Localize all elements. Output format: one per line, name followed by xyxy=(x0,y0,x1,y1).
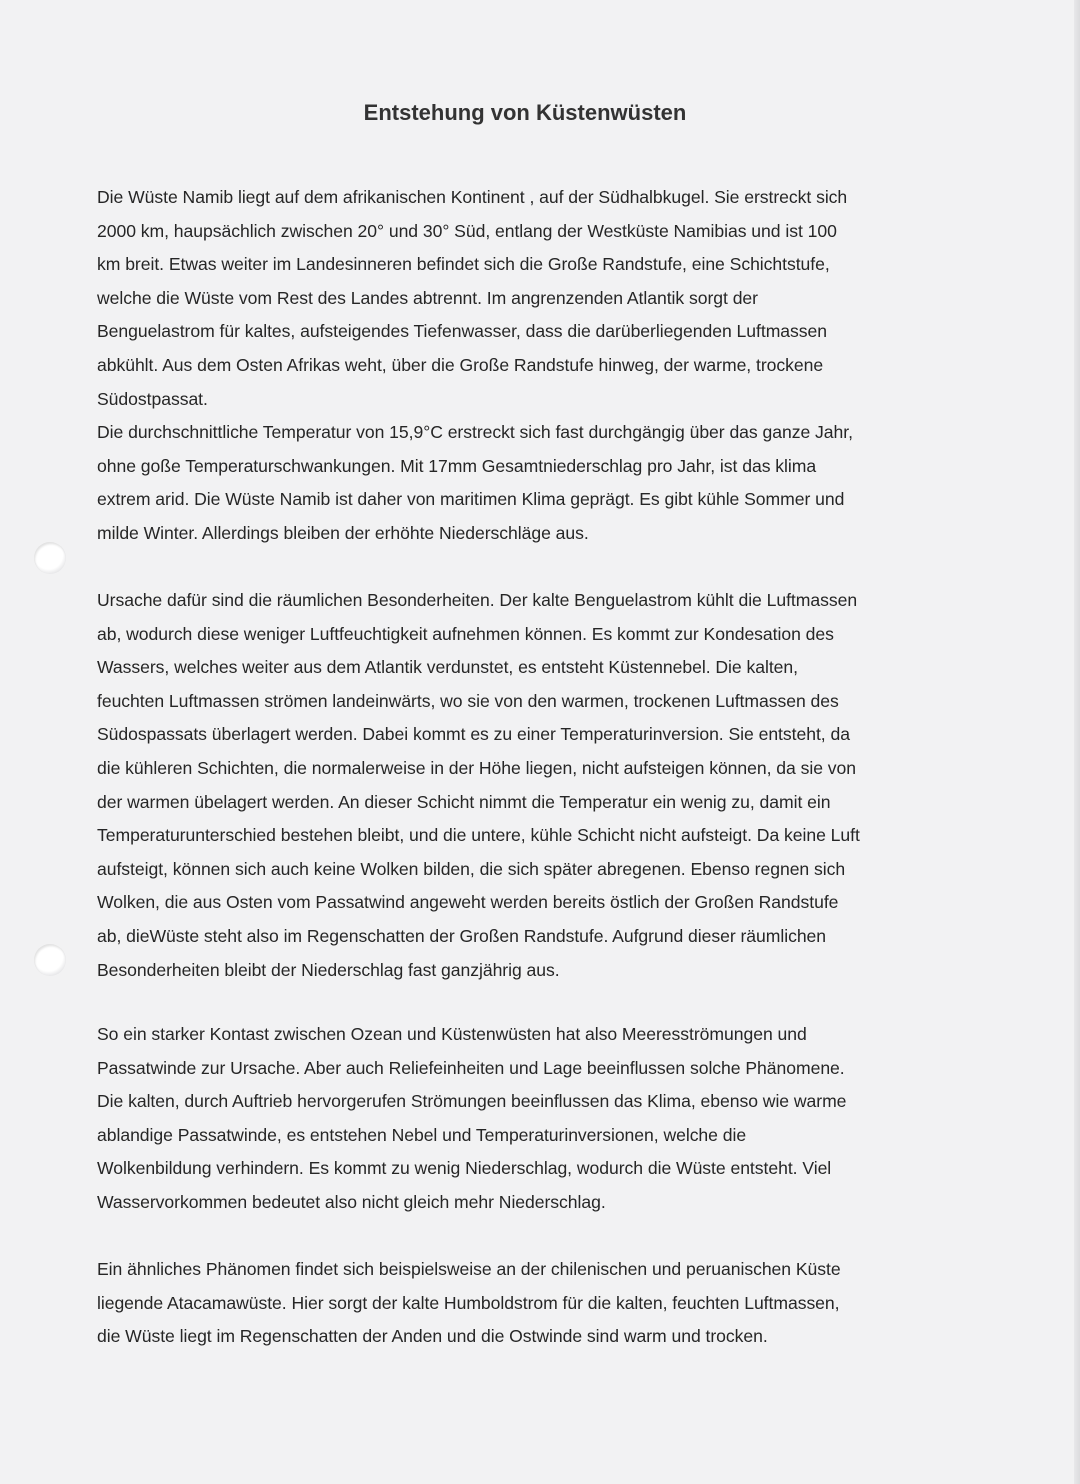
paragraph-atacama-example xyxy=(97,1253,955,1354)
text-line: 2000 km, haupsächlich zwischen 20° und 30° Süd, entlang der Westküste Namibias und ist 100 xyxy=(97,220,837,241)
text-line: der warmen übelagert werden. An dieser Schicht nimmt die Temperatur ein wenig zu, damit ein xyxy=(97,791,831,812)
text-line: Ursache dafür sind die räumlichen Besonderheiten. Der kalte Benguelastrom kühlt die Luftmassen xyxy=(97,590,858,610)
text-line: Die Wüste Namib liegt auf dem afrikanischen Kontinent , auf der Südhalbkugel. Sie erstreckt sich xyxy=(97,187,848,207)
punch-hole xyxy=(34,944,66,976)
text-line: Die kalten, durch Auftrieb hervorgerufen Strömungen beeinflussen das Klima, ebenso wie warme xyxy=(97,1091,847,1112)
text-line: Wassers, welches weiter aus dem Atlantik verdunstet, es entsteht Küstennebel. Die kalten, xyxy=(97,657,798,678)
text-line: km breit. Etwas weiter im Landesinneren befindet sich die Große Randstufe, eine Schichtstufe, xyxy=(97,254,830,275)
text-line: aufsteigt, können sich auch keine Wolken bilden, die sich später abregenen. Ebenso regnen sich xyxy=(97,858,846,879)
document-title: Entstehung von Küstenwüsten xyxy=(363,100,687,125)
paragraph-summary xyxy=(97,1018,955,1220)
text-line: welche die Wüste vom Rest des Landes abtrennt. Im angrenzenden Atlantik sorgt der xyxy=(97,287,758,308)
text-line: Südostpassat. xyxy=(97,388,208,409)
scan-edge xyxy=(1074,0,1080,1484)
text-line: die kühleren Schichten, die normalerweise in der Höhe liegen, nicht aufsteigen können, da sie von xyxy=(97,757,857,778)
text-line: ohne goße Temperaturschwankungen. Mit 17mm Gesamtniederschlag pro Jahr, ist das klima xyxy=(97,455,817,476)
text-line: die Wüste liegt im Regenschatten der Anden und die Ostwinde sind warm und trocken. xyxy=(97,1326,768,1347)
text-line: ab, dieWüste steht also im Regenschatten der Großen Randstufe. Aufgrund dieser räumlichen xyxy=(97,925,827,946)
text-line: So ein starker Kontast zwischen Ozean und Küstenwüsten hat also Meeresströmungen und xyxy=(97,1024,807,1044)
text-line: liegende Atacamawüste. Hier sorgt der kalte Humboldstrom für die kalten, feuchten Luftmassen, xyxy=(97,1292,840,1313)
text-line: Besonderheiten bleibt der Niederschlag fast ganzjährig aus. xyxy=(97,959,560,980)
text-line: ablandige Passatwinde, es entstehen Nebel und Temperaturinversionen, welche die xyxy=(97,1124,747,1145)
paragraph-causes xyxy=(97,584,955,987)
text-line: Die durchschnittliche Temperatur von 15,9°C erstreckt sich fast durchgängig über das ganze Jahr, xyxy=(97,422,853,443)
text-line: Wasservorkommen bedeutet also nicht gleich mehr Niederschlag. xyxy=(97,1191,606,1212)
text-line: Ein ähnliches Phänomen findet sich beispielsweise an der chilenischen und peruanischen Küste xyxy=(97,1259,841,1279)
text-line: extrem arid. Die Wüste Namib ist daher von maritimen Klima geprägt. Es gibt kühle Sommer und xyxy=(97,489,845,510)
text-line: feuchten Luftmassen strömen landeinwärts, wo sie von den warmen, trockenen Luftmassen des xyxy=(97,690,839,711)
text-line: Temperaturunterschied bestehen bleibt, und die untere, kühle Schicht nicht aufsteigt. Da keine Luft xyxy=(97,825,860,846)
punch-hole xyxy=(34,542,66,574)
text-line: Südospassats überlagert werden. Dabei kommt es zu einer Temperaturinversion. Sie entsteht, da xyxy=(97,724,850,745)
text-line: milde Winter. Allerdings bleiben der erhöhte Niederschläge aus. xyxy=(97,522,589,543)
text-line: abkühlt. Aus dem Osten Afrikas weht, über die Große Randstufe hinweg, der warme, trockene xyxy=(97,354,824,375)
text-line: Passatwinde zur Ursache. Aber auch Reliefeinheiten und Lage beeinflussen solche Phänomene. xyxy=(97,1057,845,1078)
text-line: Wolken, die aus Osten vom Passatwind angeweht werden bereits östlich der Großen Randstufe xyxy=(97,892,839,913)
text-line: ab, wodurch diese weniger Luftfeuchtigkeit aufnehmen können. Es kommt zur Kondesation des xyxy=(97,623,834,644)
paragraph-location-climate xyxy=(97,181,955,551)
text-line: Wolkenbildung verhindern. Es kommt zu wenig Niederschlag, wodurch die Wüste entsteht. Viel xyxy=(97,1158,832,1179)
text-line: Benguelastrom für kaltes, aufsteigendes Tiefenwasser, dass die darüberliegenden Luftmassen xyxy=(97,321,827,342)
